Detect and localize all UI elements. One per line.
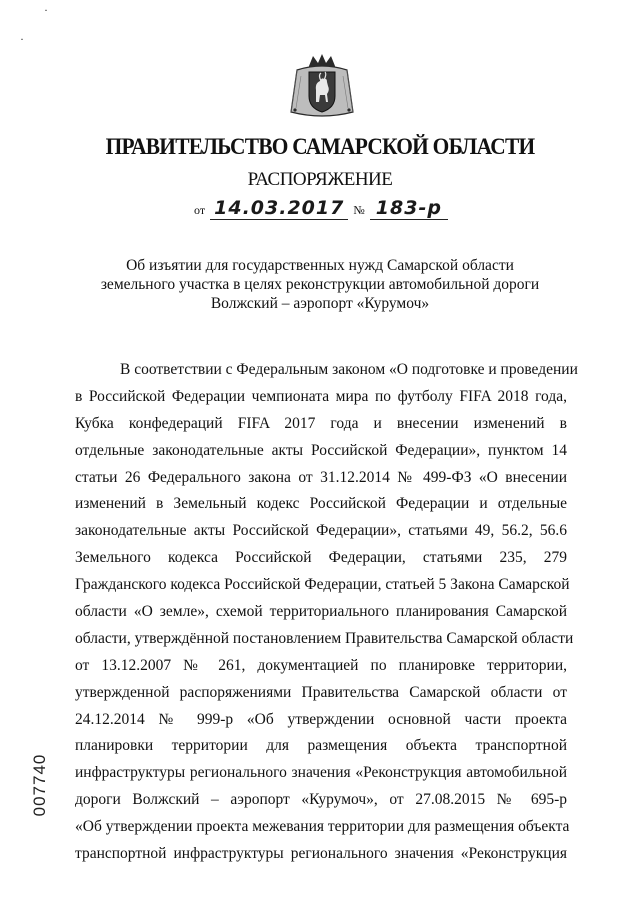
scan-speck: · bbox=[44, 3, 48, 17]
body-line: отдельные законодательные акты Российской Федерации», пунктом 14 bbox=[75, 441, 567, 459]
subject-line: Волжский – аэропорт «Курумоч» bbox=[210, 295, 430, 312]
date-number-line bbox=[0, 197, 640, 220]
body-line: изменений в Земельный кодекс Российской Федерации и отдельные bbox=[75, 495, 567, 513]
subject-line: Об изъятии для государственных нужд Самарской области bbox=[126, 257, 514, 274]
body-line: Земельного кодекса Российской Федерации, статьями 235, 279 bbox=[75, 549, 567, 567]
body-line: В соответствии с Федеральным законом «О подготовке и проведении bbox=[120, 361, 578, 378]
body-line: утвержденной распоряжениями Правительства Самарской области от bbox=[75, 683, 567, 701]
body-line: дороги Волжский – аэропорт «Курумоч», от 27.08.2015 № 695-р bbox=[75, 791, 567, 809]
body-line: 24.12.2014 № 999-р «Об утверждении основной части проекта bbox=[75, 710, 567, 728]
document-serial-number: 007740 bbox=[30, 753, 49, 817]
body-line: Гражданского кодекса Российской Федерации, статьей 5 Закона Самарской bbox=[75, 576, 570, 594]
date-prefix: от bbox=[194, 203, 206, 217]
body-line: от 13.12.2007 № 261, документацией по планировке территории, bbox=[75, 656, 567, 674]
body-line: транспортной инфраструктуры регионального значения «Реконструкция bbox=[75, 845, 567, 863]
handwritten-date: 14.03.2017 bbox=[210, 197, 348, 220]
body-line: в Российской Федерации чемпионата мира по футболу FIFA 2018 года, bbox=[75, 387, 567, 405]
body-line: Кубка конфедераций FIFA 2017 года и внесении изменений в bbox=[75, 414, 567, 432]
body-line: законодательные акты Российской Федерации», статьями 49, 56.2, 56.6 bbox=[75, 522, 567, 540]
body-line: «Об утверждении проекта межевания территории для размещения объекта bbox=[75, 818, 570, 836]
subject-line: земельного участка в целях реконструкции автомобильной дороги bbox=[100, 276, 540, 293]
body-line: статьи 26 Федерального закона от 31.12.2014 № 499-ФЗ «О внесении bbox=[75, 468, 567, 486]
number-prefix: № bbox=[353, 203, 365, 217]
body-paragraph bbox=[75, 357, 578, 868]
government-title: ПРАВИТЕЛЬСТВО САМАРСКОЙ ОБЛАСТИ bbox=[105, 134, 535, 159]
body-line: инфраструктуры регионального значения «Реконструкция автомобильной bbox=[75, 764, 567, 782]
document-subject bbox=[90, 256, 550, 313]
body-line: планировки территории для размещения объекта транспортной bbox=[75, 737, 567, 755]
body-line: области, утверждённой постановлением Правительства Самарской области bbox=[75, 629, 574, 647]
body-line: области «О земле», схемой территориального планирования Самарской bbox=[75, 603, 567, 621]
document-type: РАСПОРЯЖЕНИЕ bbox=[247, 169, 393, 190]
scan-speck: · bbox=[20, 32, 24, 46]
handwritten-number: 183-р bbox=[370, 197, 448, 220]
samara-coat-of-arms-icon bbox=[287, 52, 357, 120]
